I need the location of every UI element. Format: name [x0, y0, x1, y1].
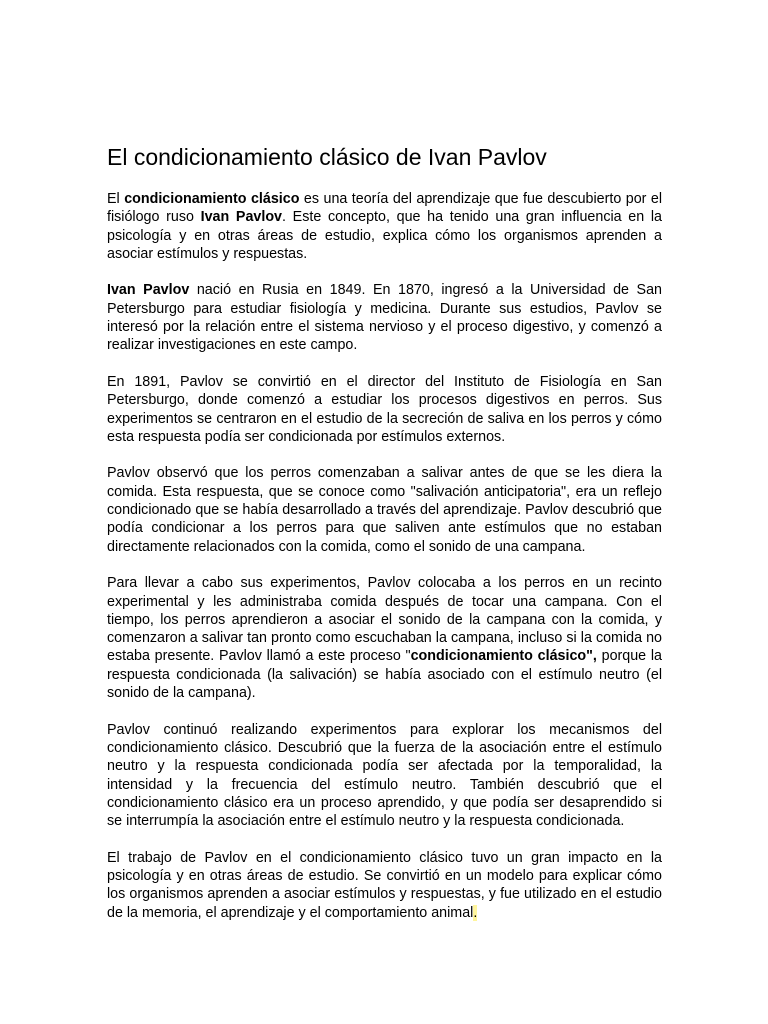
p1-text-e: . Este concepto, que ha tenido una gran influencia en la psicología y en otras áreas de estudio, explica cómo los organismos aprenden a asociar estímulos y respuestas. [107, 209, 662, 262]
paragraph-observation: Pavlov observó que los perros comenzaban a salivar antes de que se les diera la comida. Esta respuesta, que se conoce como "salivación anticipatoria", era un reflejo condicionado que se había desarrollado a través del aprendizaje. Pavlov descubrió que podía condicionar a los perros para que saliven ante estímulos que no estaban directamente relacionados con la comida, como el sonido de una campana. [107, 465, 662, 555]
paragraph-impact [107, 849, 662, 922]
p2-text-b: nació en Rusia en 1849. En 1870, ingresó a la Universidad de San Petersburgo para estudiar fisiología y medicina. Durante sus estudios, Pavlov se interesó por la relación entre el sistema nervioso y el proceso digestivo, y comenzó a realizar investigaciones en este campo. [107, 282, 662, 354]
paragraph-mechanisms: Pavlov continuó realizando experimentos para explorar los mecanismos del condicionamiento clásico. Descubrió que la fuerza de la asociación entre el estímulo neutro y la respuesta condicionada podía ser afectada por la temporalidad, la intensidad y la frecuencia del estímulo neutro. También descubrió que el condicionamiento clásico era un proceso aprendido, y que podía ser desaprendido si se interrumpía la asociación entre el estímulo neutro y la respuesta condicionada. [107, 721, 662, 830]
paragraph-institute: En 1891, Pavlov se convirtió en el director del Instituto de Fisiología en San Petersburgo, donde comenzó a estudiar los procesos digestivos en perros. Sus experimentos se centraron en el estudio de la secreción de saliva en los perros y cómo esta respuesta podía ser condicionada por estímulos externos. [107, 373, 662, 445]
p1-text-a: El [107, 191, 125, 207]
paragraph-biography [107, 281, 662, 354]
p5-text-c: porque la respuesta condicionada (la salivación) se había asociado con el estímulo neutro (el sonido de la campana). [107, 648, 662, 702]
p7-highlighted-period: . [473, 904, 478, 921]
document-title: El condicionamiento clásico de Ivan Pavlov [107, 144, 547, 170]
p1-bold-name: Ivan Pavlov [200, 209, 283, 226]
paragraph-experiments [107, 574, 662, 702]
p7-text-a: El trabajo de Pavlov en el condicionamiento clásico tuvo un gran impacto en la psicología y en otras áreas de estudio. Se convirtió en un modelo para explicar cómo los organismos aprenden a asociar estímulos y respuestas, y fue utilizado en el estudio de la memoria, el aprendizaje y el comportamiento animal [107, 849, 662, 921]
p1-bold-term: condicionamiento clásico [124, 191, 300, 207]
p5-text-a: Para llevar a cabo sus experimentos, Pavlov colocaba a los perros en un recinto experimental y les administraba comida después de tocar una campana. Con el tiempo, los perros aprendieron a asociar el sonido de la campana con la comida, y comenzaron a salivar tan pronto como escuchaban la campana, incluso si la comida no estaba presente. Pavlov llamó a este proceso " [107, 575, 662, 665]
document-page [107, 142, 662, 922]
paragraph-intro [107, 190, 662, 263]
p5-bold-term: condicionamiento clásico", [410, 648, 597, 665]
p2-bold-name: Ivan Pavlov [107, 282, 190, 299]
p1-text-c: es una teoría del aprendizaje que fue descubierto por el fisiólogo ruso [107, 191, 663, 226]
